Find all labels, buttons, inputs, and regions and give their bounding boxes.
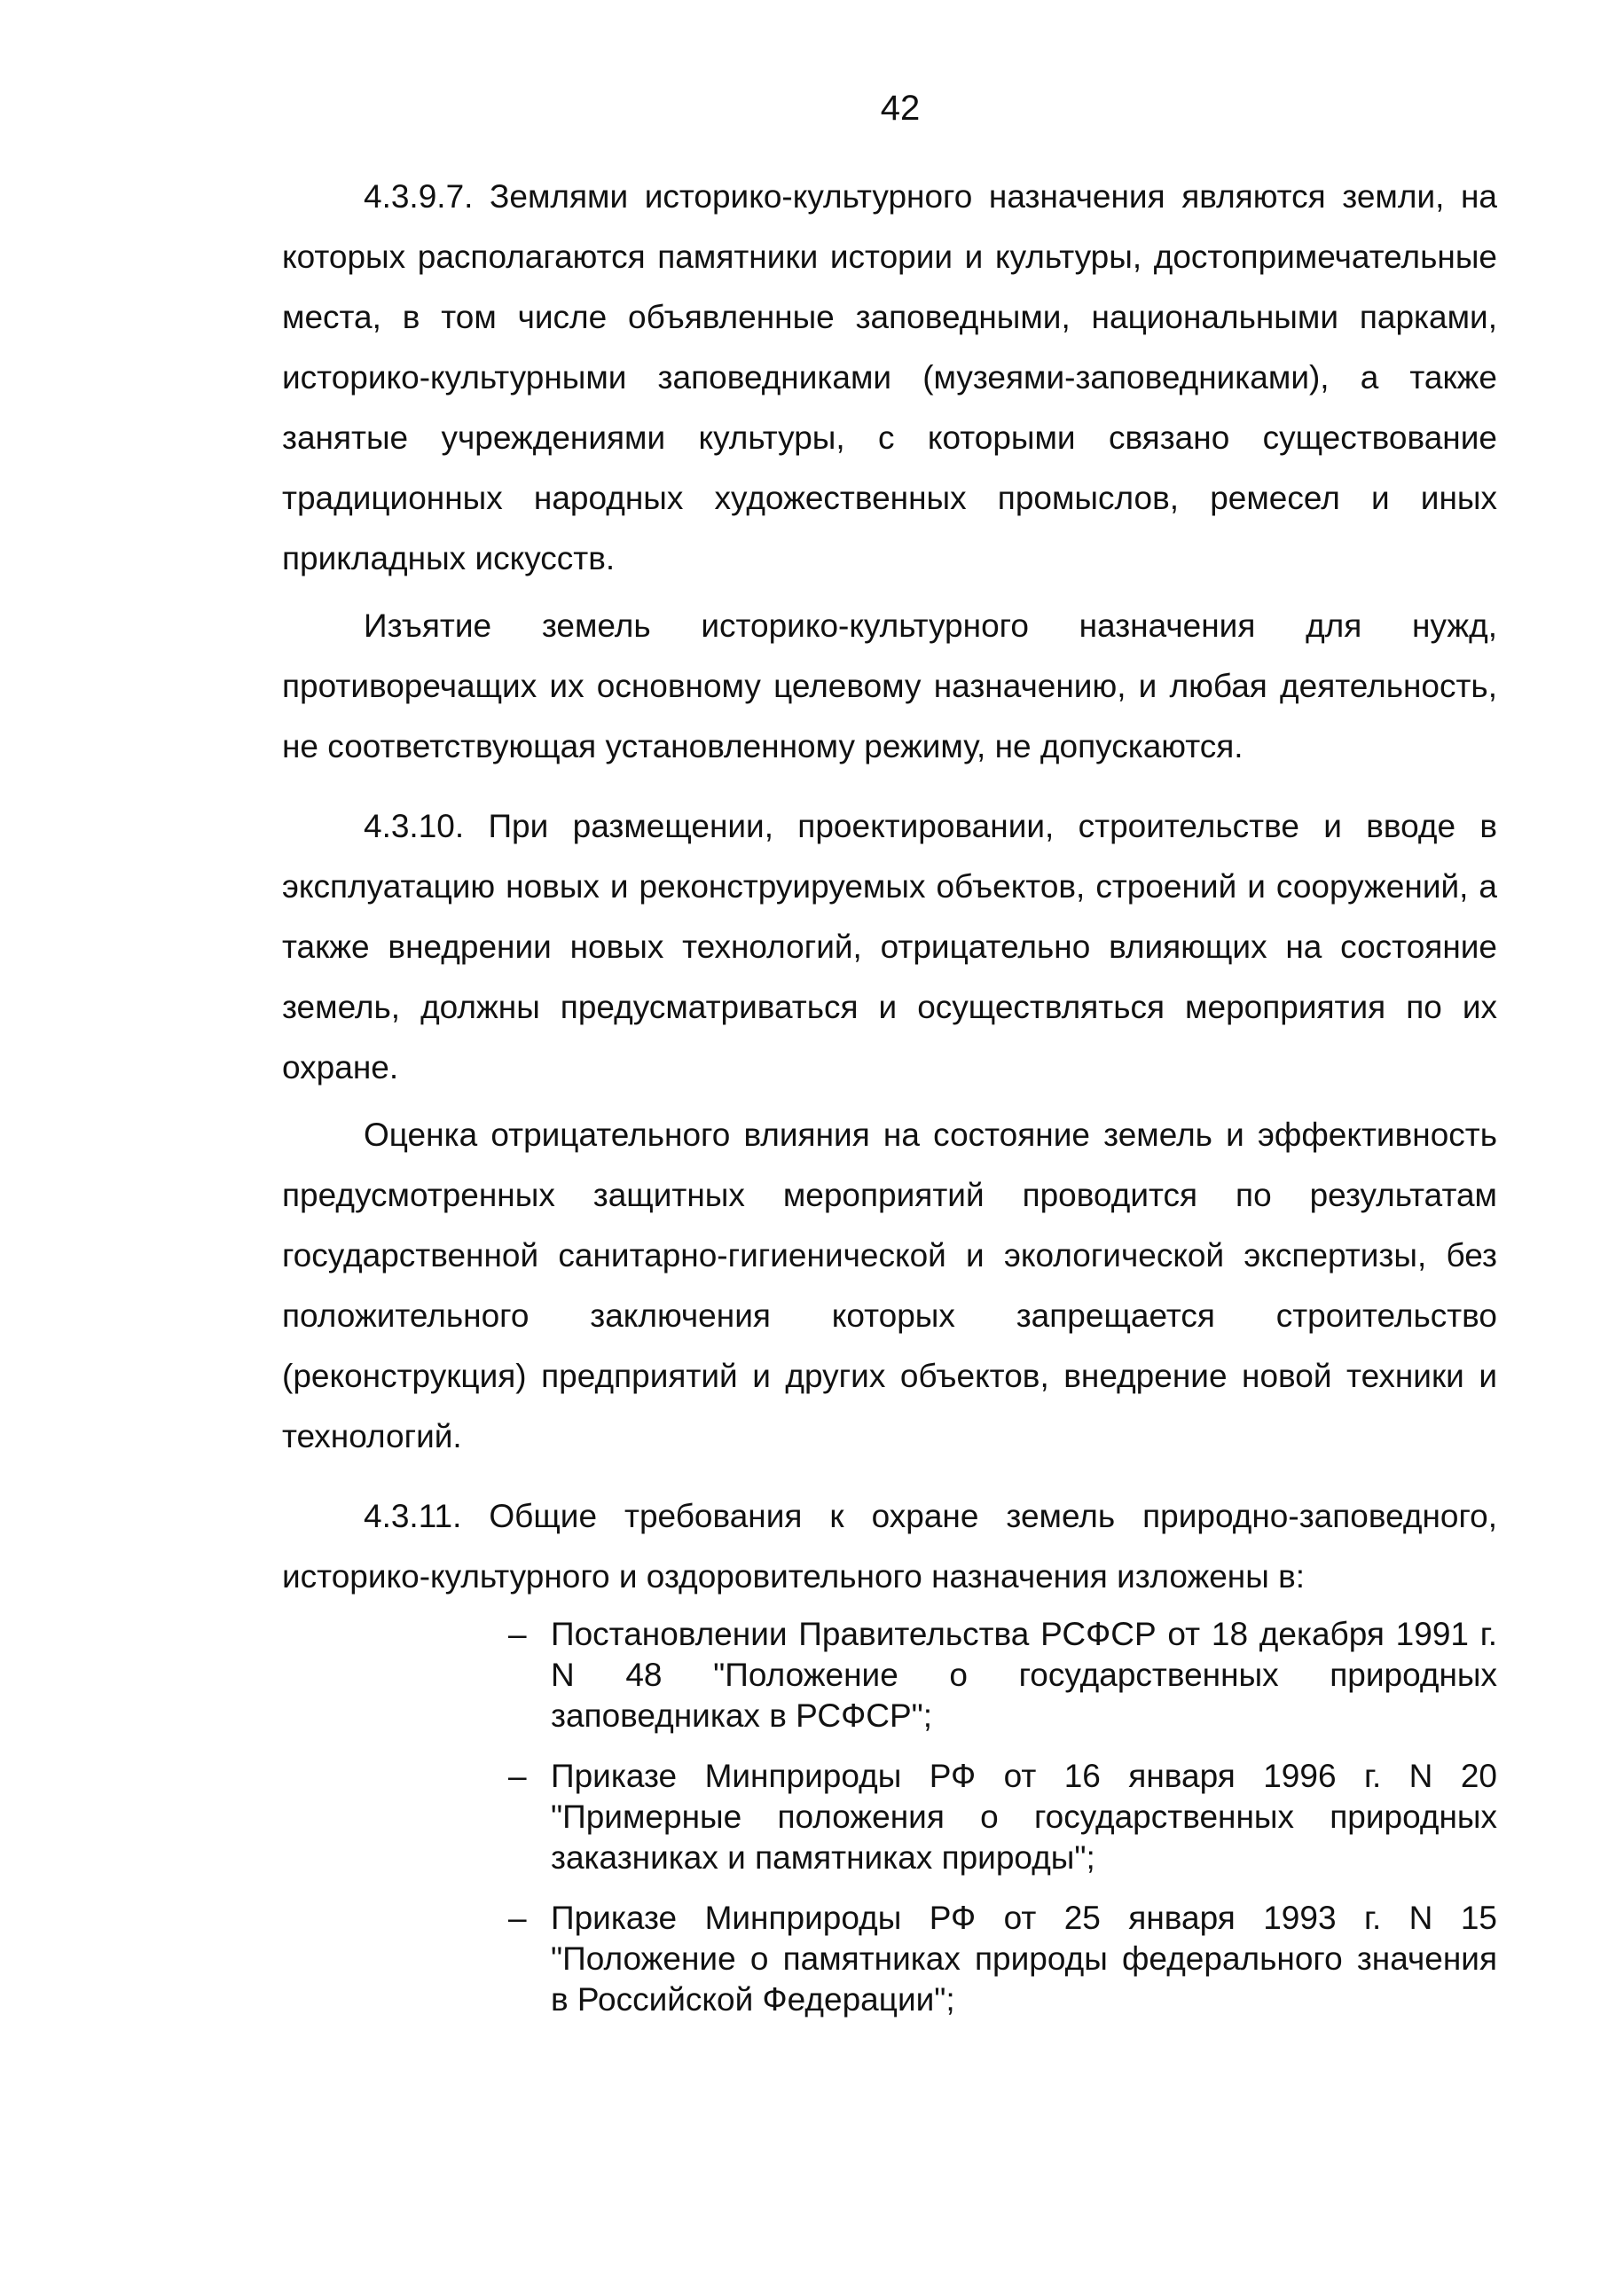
- paragraph-assessment: Оценка отрицательного влияния на состояние земель и эффективность предусмотренных защитных мероприятий проводится по результатам государственной санитарно-гигиенической и экологической экспертизы, без положительного заключения которых запрещается строительство (реконструкция) предприятий и других объектов, внедрение новой техники и технологий.: [282, 1117, 1497, 1454]
- list-item-text: Постановлении Правительства РСФСР от 18 декабря 1991 г. N 48 "Положение о государственных природных заповедниках в РСФСР";: [551, 1616, 1497, 1734]
- list-item-text: Приказе Минприроды РФ от 25 января 1993 г. N 15 "Положение о памятниках природы федерального значения в Российской Федерации";: [551, 1900, 1497, 2018]
- list-dash: –: [508, 1616, 527, 1652]
- list-item: [508, 1756, 1497, 1878]
- list-item: [508, 1614, 1497, 1736]
- paragraph-4-3-10: 4.3.10. При размещении, проектировании, строительстве и вводе в эксплуатацию новых и реконструируемых объектов, строений и сооружений, а также внедрении новых технологий, отрицательно влияющих на состояние земель, должны предусматриваться и осуществляться мероприятия по их охране.: [282, 808, 1497, 1086]
- list-dash: –: [508, 1900, 527, 1936]
- list-item: [508, 1898, 1497, 2020]
- body-text: [282, 167, 1497, 2040]
- page-number: 42: [880, 89, 921, 128]
- paragraph-4-3-9-7: 4.3.9.7. Землями историко-культурного назначения являются земли, на которых располагаются памятники истории и культуры, достопримечательные места, в том числе объявленные заповедными, национальными парками, историко-культурными заповедниками (музеями-заповедниками), а также занятые учреждениями культуры, с которыми связано существование традиционных народных художественных промыслов, ремесел и иных прикладных искусств.: [282, 178, 1497, 576]
- list-item-text: Приказе Минприроды РФ от 16 января 1996 г. N 20 "Примерные положения о государственных природных заказниках и памятниках природы";: [551, 1758, 1497, 1876]
- paragraph-withdrawal: Изъятие земель историко-культурного назначения для нужд, противоречащих их основному целевому назначению, и любая деятельность, не соответствующая установленному режиму, не допускаются.: [282, 607, 1497, 764]
- regulations-list: [282, 1614, 1497, 2020]
- list-dash: –: [508, 1758, 527, 1794]
- paragraph-4-3-11: 4.3.11. Общие требования к охране земель природно-заповедного, историко-культурного и оздоровительного назначения изложены в:: [282, 1498, 1497, 1595]
